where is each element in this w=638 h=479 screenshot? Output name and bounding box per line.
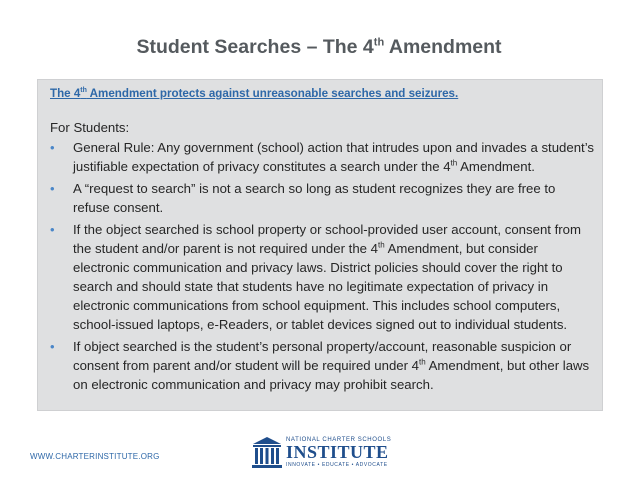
logo-wordmark: INSTITUTE [286, 442, 389, 462]
institute-logo [250, 436, 400, 470]
bullet-sup: th [450, 158, 458, 168]
bullet-list [50, 138, 595, 397]
lead-sup: th [80, 87, 87, 95]
for-students-heading: For Students: [50, 120, 130, 135]
bullet-text-end: Amendment, but consider electronic communication and privacy laws. District policies should cover the right to search and should state that students have no legitimate expectation of privacy in electronic communications from school equipment. This includes school computers, school-issued laptops, e-Readers, or tablet devices signed out to individual students. [73, 241, 568, 332]
title-main: Student Searches – The 4 [136, 36, 374, 58]
title-end: Amendment [384, 36, 502, 58]
bullet-text: If the object searched is school property or school-provided user account, consent from the student and/or parent is not required under the 4 [73, 222, 581, 256]
lead-text-a: The 4 [50, 87, 81, 100]
bullet-text: If object searched is the student’s personal property/account, reasonable suspicion or consent from parent and/or student will be required under 4 [73, 339, 572, 373]
bullet-icon: • [50, 181, 55, 196]
bullet-icon: • [50, 222, 55, 237]
list-item [50, 179, 595, 217]
list-item [50, 220, 595, 334]
bullet-sup: th [378, 240, 385, 250]
logo-tagline: INNOVATE • EDUCATE • ADVOCATE [286, 462, 388, 468]
lead-text-b: Amendment protects against unreasonable searches and seizures. [86, 87, 459, 100]
list-item [50, 138, 595, 176]
bullet-text: A “request to search” is not a search so long as student recognizes they are free to refuse consent. [73, 181, 556, 215]
content-panel [37, 79, 603, 411]
bullet-text-end: Amendment, but other laws on electronic communication and privacy may prohibit search. [73, 358, 590, 392]
bullet-sup: th [419, 357, 426, 367]
bullet-icon: • [50, 339, 55, 354]
bullet-text: General Rule: Any government (school) action that intrudes upon and invades a student’s justifiable expectation of privacy constitutes a search under the 4 [73, 140, 594, 174]
title-sup: th [373, 36, 385, 49]
institute-columns-icon [250, 436, 284, 470]
list-item [50, 337, 595, 394]
slide-title [0, 36, 638, 59]
bullet-icon: • [50, 140, 55, 155]
footer-website-link[interactable]: WWW.CHARTERINSTITUTE.ORG [30, 452, 160, 461]
bullet-text-end: Amendment. [457, 159, 535, 174]
logo-subtitle-top: NATIONAL CHARTER SCHOOLS [286, 437, 392, 443]
lead-statement [50, 87, 590, 100]
